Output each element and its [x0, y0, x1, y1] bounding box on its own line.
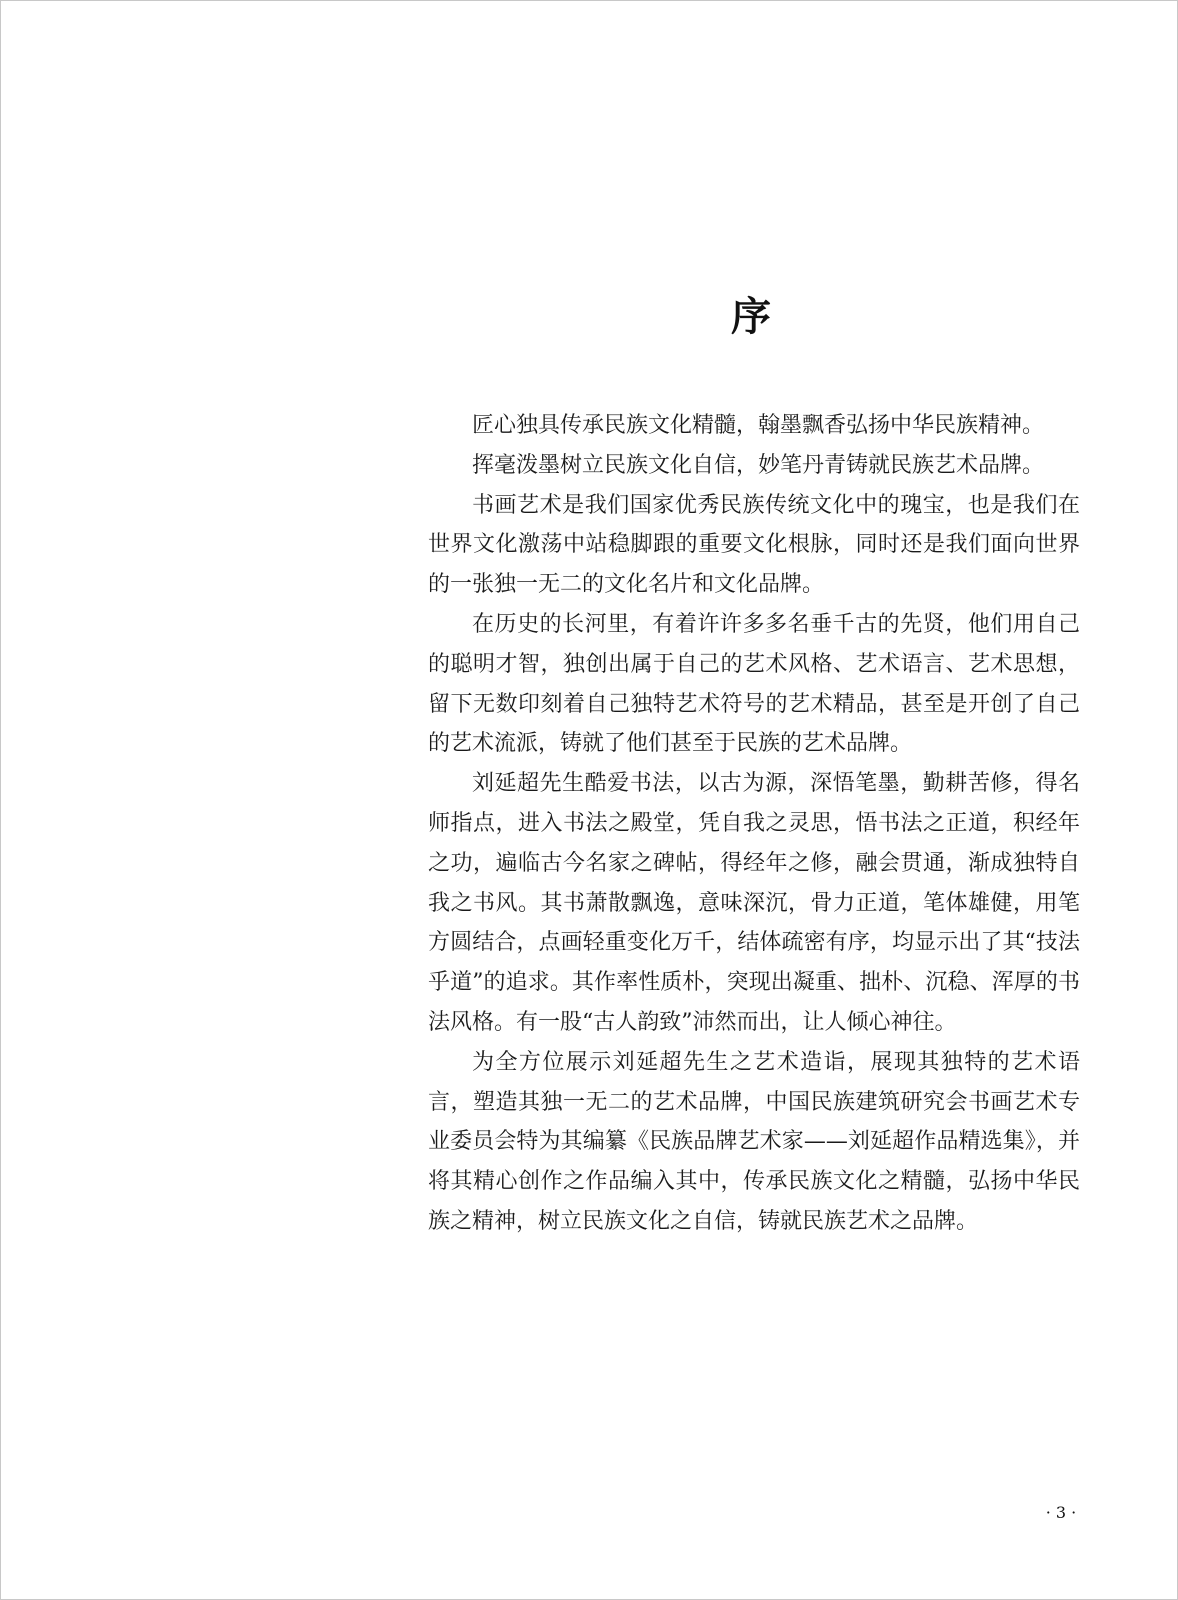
- paragraph: 匠心独具传承民族文化精髓，翰墨飘香弘扬中华民族精神。: [472, 413, 1045, 438]
- paragraph: 为全方位展示刘延超先生之艺术造诣，展现其独特的艺术语言，塑造其独一无二的艺术品牌，中国民族建筑研究会书画艺术专业委员会特为其编纂《民族品牌艺术家——刘延超作品精选集》，并将其精心创作之作品编入其中，传承民族文化之精髓，弘扬中华民族之精神，树立民族文化之自信，铸就民族艺术之品牌。: [428, 1049, 1080, 1234]
- paragraph: 挥毫泼墨树立民族文化自信，妙笔丹青铸就民族艺术品牌。: [472, 452, 1045, 478]
- paragraph: 刘延超先生酷爱书法，以古为源，深悟笔墨，勤耕苦修，得名师指点，进入书法之殿堂，凭自我之灵思，悟书法之正道，积经年之功，遍临古今名家之碑帖，得经年之修，融会贯通，渐成独特自我之书风。其书萧散飘逸，意味深沉，骨力正道，笔体雄健，用笔方圆结合，点画轻重变化万千，结体疏密有序，均显示出了其“技法乎道”的追求。其作率性质朴，突现出凝重、拙朴、沉稳、浑厚的书法风格。有一股“古人韵致”沛然而出，让人倾心神往。: [428, 771, 1080, 1035]
- page-number: · 3 ·: [1045, 1503, 1077, 1522]
- paragraph: 书画艺术是我们国家优秀民族传统文化中的瑰宝，也是我们在世界文化激荡中站稳脚跟的重要文化根脉，同时还是我们面向世界的一张独一无二的文化名片和文化品牌。: [428, 492, 1080, 598]
- paragraph: 在历史的长河里，有着许许多多名垂千古的先贤，他们用自己的聪明才智，独创出属于自己的艺术风格、艺术语言、艺术思想，留下无数印刻着自己独特艺术符号的艺术精品，甚至是开创了自己的艺术流派，铸就了他们甚至于民族的艺术品牌。: [428, 611, 1080, 757]
- page-title: 序: [731, 293, 771, 340]
- preface-body: [428, 406, 1080, 1242]
